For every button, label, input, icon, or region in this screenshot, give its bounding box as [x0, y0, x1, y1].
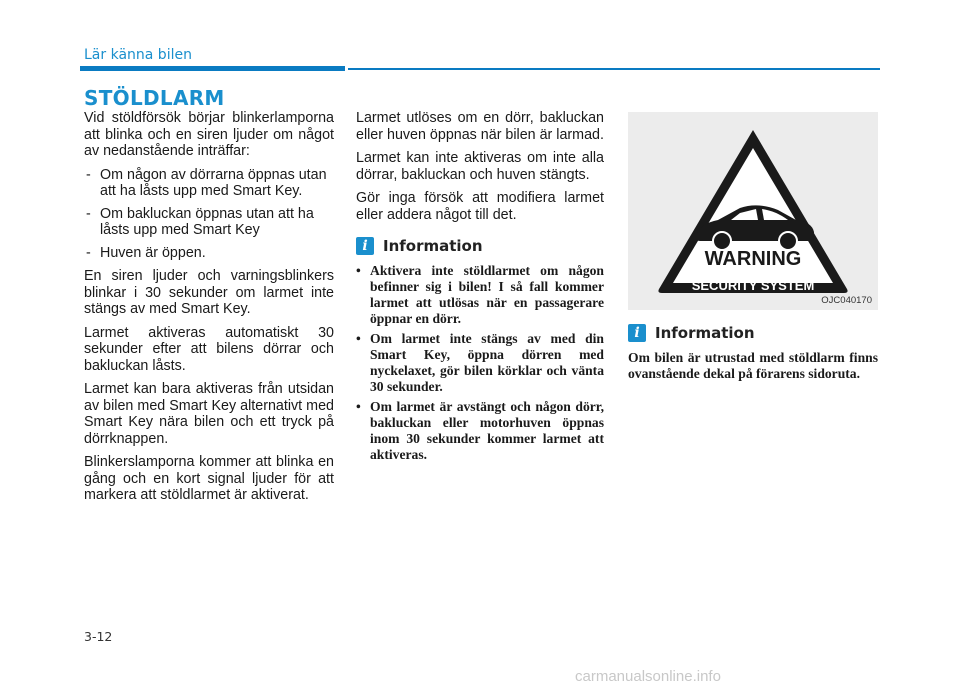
info-header [356, 237, 604, 255]
paragraph: Larmet utlöses om en dörr, bakluckan eller huven öppnas när bilen är larmad. [356, 110, 604, 143]
warning-text: WARNING [704, 248, 802, 270]
watermark: carmanualsonline.info [575, 668, 721, 685]
info-list [356, 263, 604, 463]
list-item: • Aktivera inte stöldlarmet om någon befinner sig i bilen! I så fall kommer larmet att utlösas när en passagerare öppnar en dörr. [356, 263, 604, 326]
column-3 [628, 110, 878, 382]
security-system-text: SECURITY SYSTEM [691, 278, 815, 293]
column-2 [356, 110, 604, 467]
info-icon: i [628, 324, 646, 342]
info-header [628, 324, 878, 342]
paragraph: En siren ljuder och varningsblinkers blinkar i 30 sekunder om larmet inte stängs av med Smart Key. [84, 268, 334, 317]
paragraph: Blinkerslamporna kommer att blinka en gång och en kort signal ljuder för att markera att stöldlarmet är aktiverat. [84, 454, 334, 503]
page-number: 3-12 [84, 629, 113, 644]
header-rule-thin [348, 68, 880, 70]
info-icon: i [356, 237, 374, 255]
warning-sticker [628, 112, 878, 310]
paragraph: Gör inga försök att modifiera larmet eller addera något till det. [356, 190, 604, 223]
paragraph: Larmet kan bara aktiveras från utsidan av bilen med Smart Key alternativt med Smart Key nära bilen och ett tryck på dörrknappen. [84, 381, 334, 447]
column-1 [84, 110, 334, 511]
page-title: STÖLDLARM [84, 86, 225, 110]
list-item: • Om larmet är avstängt och någon dörr, bakluckan eller motorhuven öppnas inom 30 sekunder kommer larmet att aktiveras. [356, 399, 604, 462]
intro-paragraph: Vid stöldförsök börjar blinkerlamporna att blinka och en siren ljuder om något av nedanstående inträffar: [84, 110, 334, 159]
info-title: Information [383, 237, 483, 255]
list-item: - Om någon av dörrarna öppnas utan att ha låsts upp med Smart Key. [86, 166, 327, 199]
section-label: Lär känna bilen [84, 47, 192, 63]
list-item: • Om larmet inte stängs av med din Smart Key, öppna dörren med nyckelaxet, gör bilen körklar och vänta 30 sekunder. [356, 331, 604, 394]
figure-code: OJC040170 [821, 295, 872, 306]
info-title: Information [655, 324, 755, 342]
header-rule-thick [80, 66, 345, 71]
info-text: Om bilen är utrustad med stöldlarm finns ovanstående dekal på förarens sidoruta. [628, 350, 878, 381]
list-item: - Om bakluckan öppnas utan att ha låsts upp med Smart Key [86, 205, 314, 238]
condition-list [84, 167, 334, 262]
paragraph: Larmet kan inte aktiveras om inte alla dörrar, bakluckan och huven stängts. [356, 150, 604, 183]
warning-sticker-figure [628, 112, 878, 310]
list-item: - Huven är öppen. [86, 244, 206, 261]
paragraph: Larmet aktiveras automatiskt 30 sekunder efter att bilens dörrar och bakluckan låsts. [84, 324, 334, 374]
